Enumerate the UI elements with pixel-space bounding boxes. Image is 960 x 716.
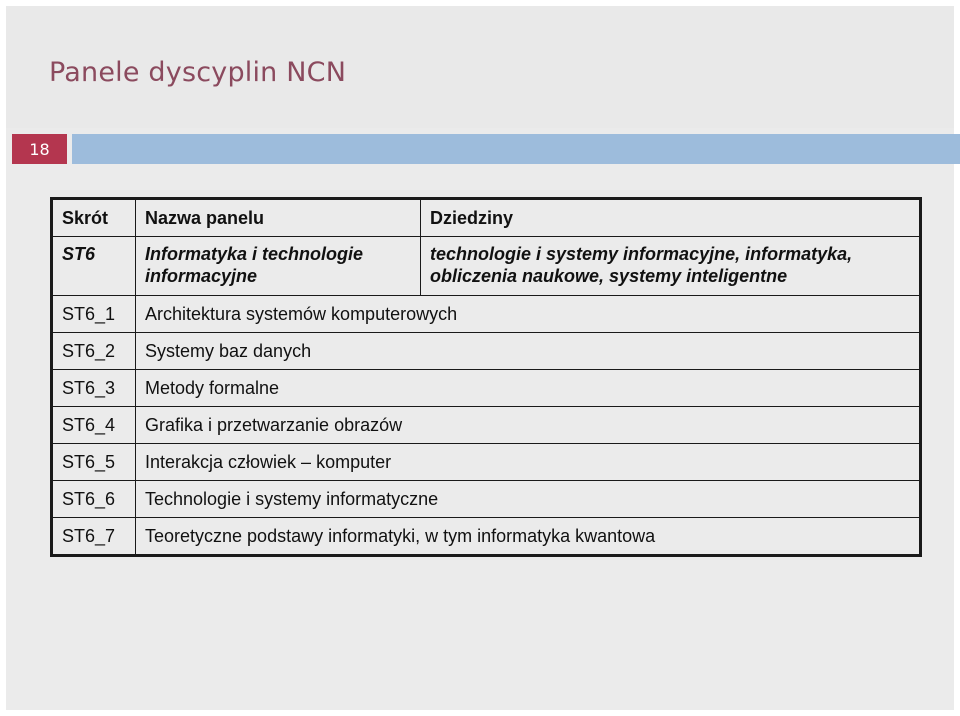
table-row [52,518,921,556]
slide-title: Panele dyscyplin NCN [49,57,347,88]
row-name: Technologie i systemy informatyczne [136,481,921,518]
table-row [52,407,921,444]
table-row [52,370,921,407]
row-code: ST6_7 [52,518,136,556]
table-row [52,296,921,333]
main-panel-code: ST6 [52,237,136,296]
slide [6,6,954,710]
row-name: Grafika i przetwarzanie obrazów [136,407,921,444]
slide-number-badge: 18 [12,134,67,164]
main-panel-domains: technologie i systemy informacyjne, informatyka, obliczenia naukowe, systemy inteligentne [421,237,921,296]
row-code: ST6_1 [52,296,136,333]
row-code: ST6_6 [52,481,136,518]
row-code: ST6_2 [52,333,136,370]
row-code: ST6_4 [52,407,136,444]
row-code: ST6_5 [52,444,136,481]
title-band [6,6,954,128]
row-name: Systemy baz danych [136,333,921,370]
row-name: Metody formalne [136,370,921,407]
table-row [52,333,921,370]
table-row [52,444,921,481]
panels-table [50,197,922,557]
row-code: ST6_3 [52,370,136,407]
header-code: Skrót [52,199,136,237]
header-domains: Dziedziny [421,199,921,237]
table-header-row [52,199,921,237]
slide-number-bar [72,134,960,164]
row-name: Teoretyczne podstawy informatyki, w tym informatyka kwantowa [136,518,921,556]
main-panel-row [52,237,921,296]
main-panel-name: Informatyka i technologie informacyjne [136,237,421,296]
header-name: Nazwa panelu [136,199,421,237]
row-name: Interakcja człowiek – komputer [136,444,921,481]
table-row [52,481,921,518]
row-name: Architektura systemów komputerowych [136,296,921,333]
